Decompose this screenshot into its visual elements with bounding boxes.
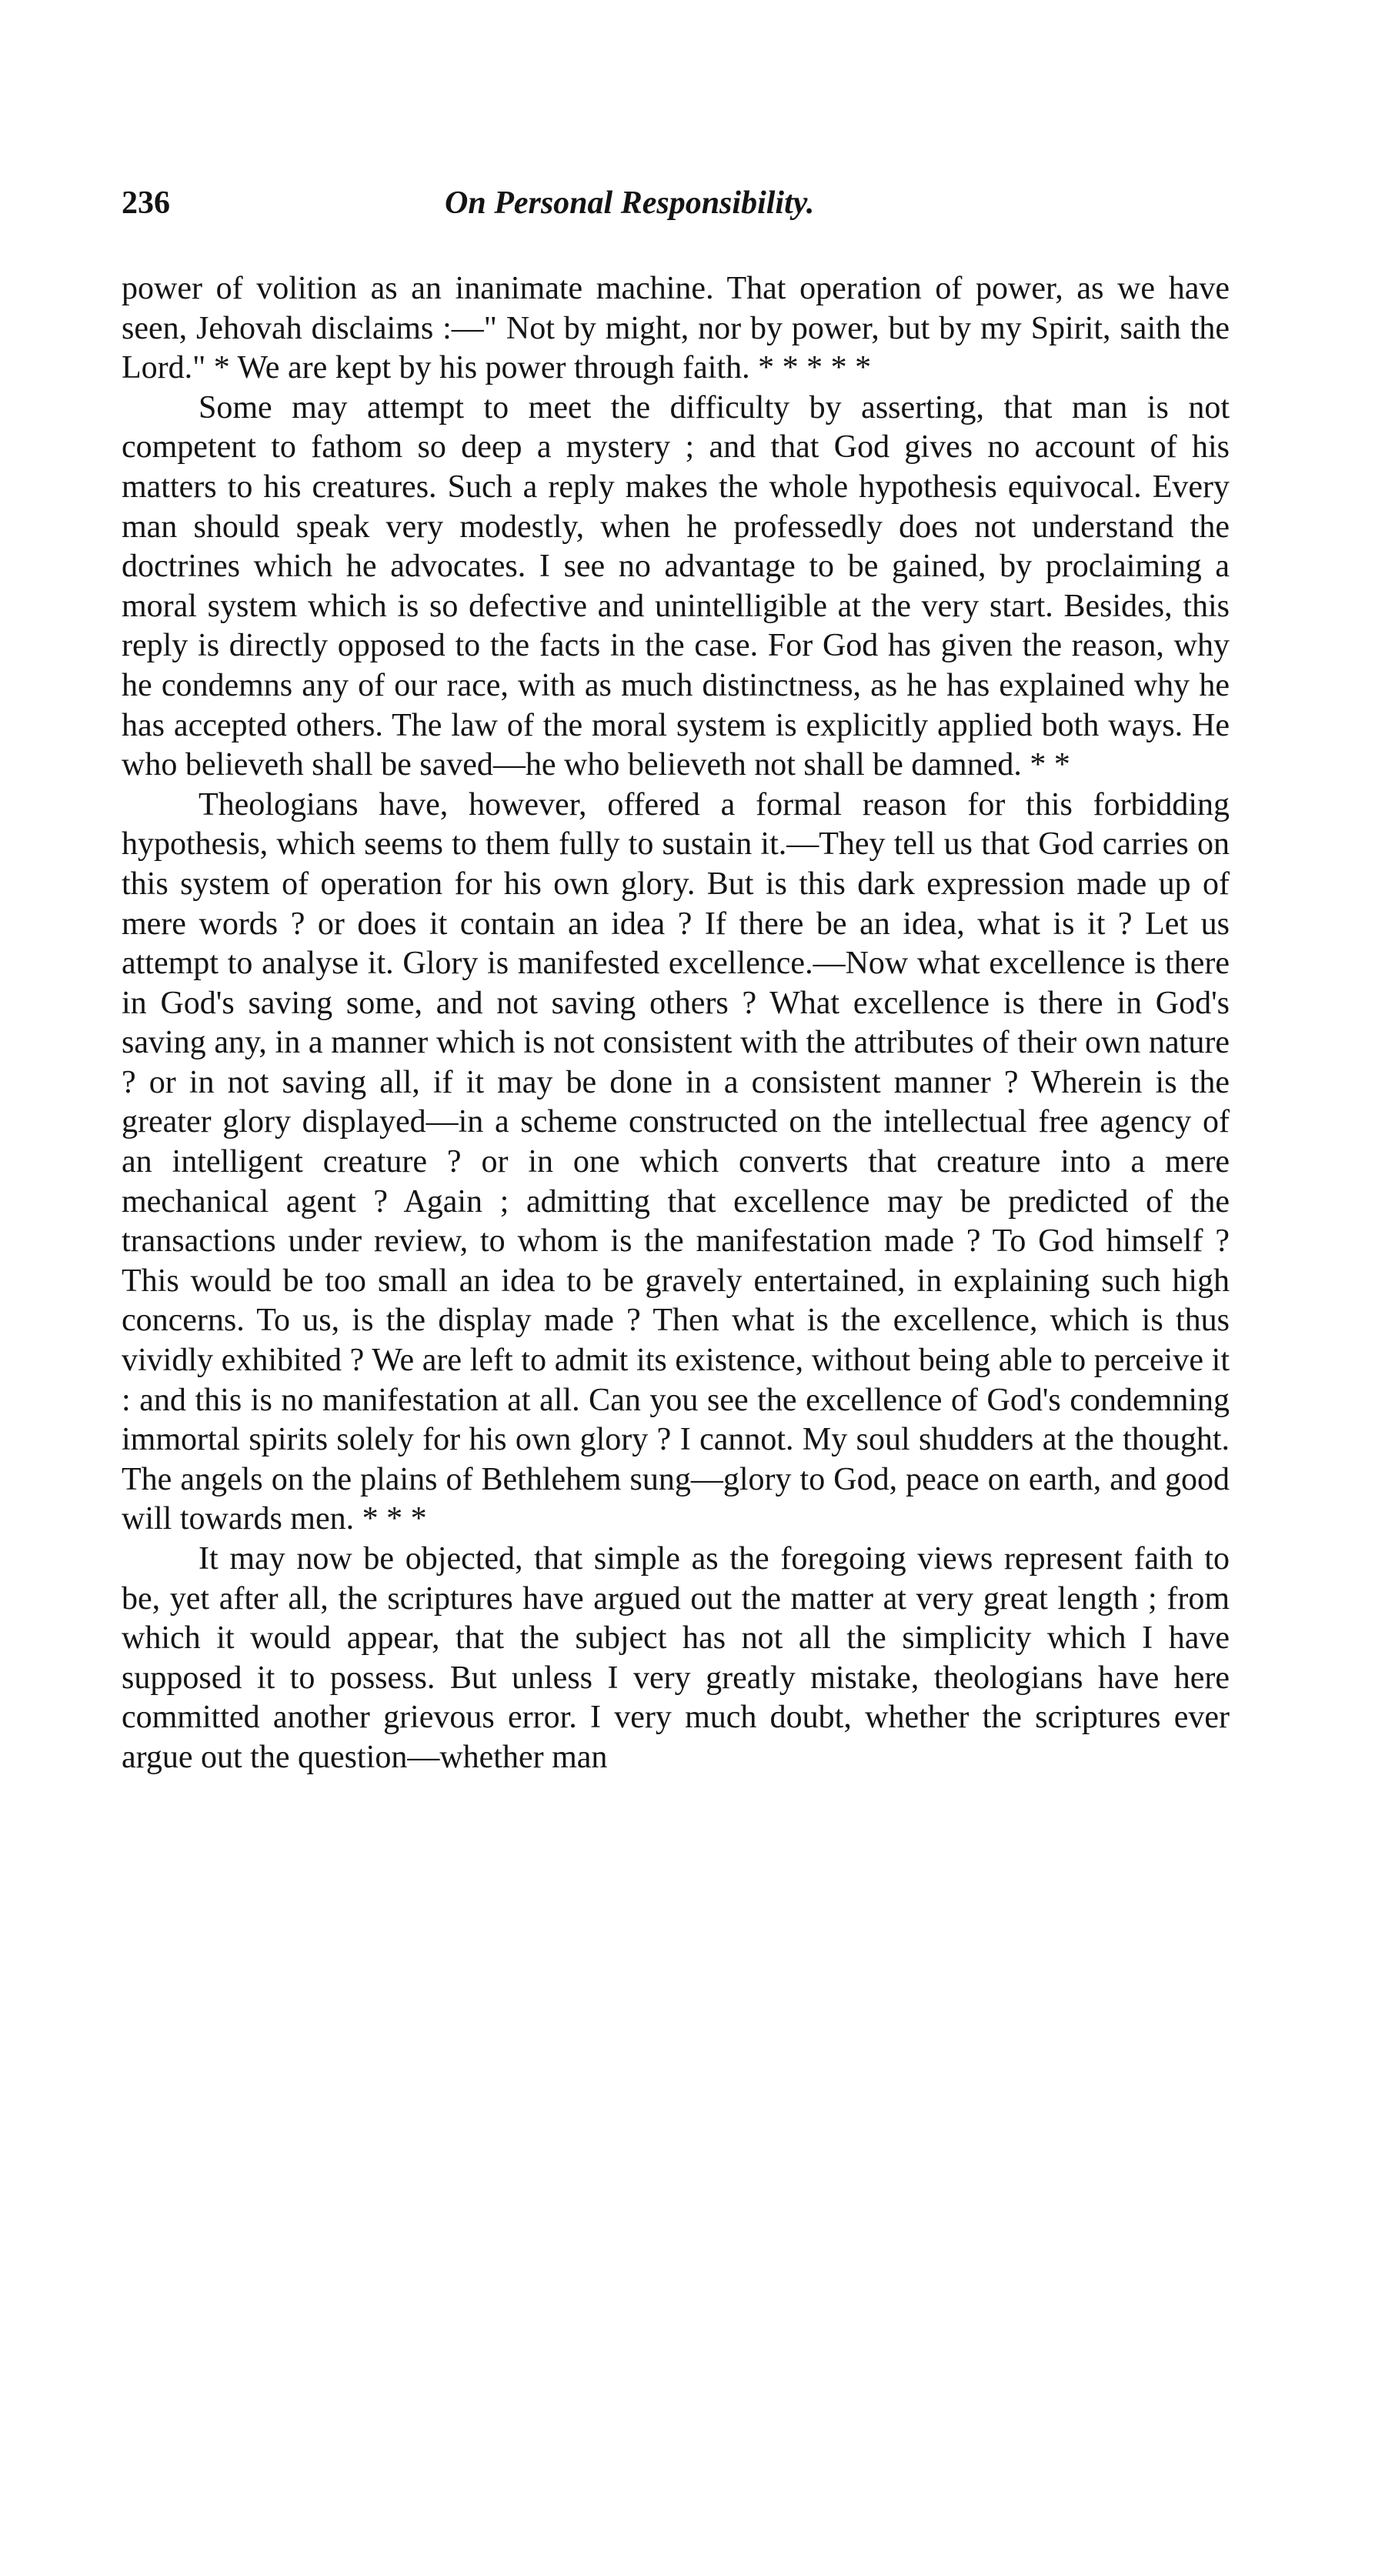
page-number: 236 — [122, 185, 170, 221]
book-page — [122, 185, 1230, 1778]
page-header — [122, 185, 1230, 239]
running-title: On Personal Responsibility. — [445, 185, 815, 221]
page-body — [122, 269, 1230, 1778]
paragraph-2: Some may attempt to meet the difficulty by asserting, that man is not competent to fathom so deep a mystery ; and that God gives no account of his matters to his creatures. Such a reply makes the whole hypothesis equivocal. Every man should speak very modestly, when he professedly does not understand the doctrines which he advocates. I see no advantage to be gained, by proclaiming a moral system which is so defective and unintelligible at the very start. Besides, this reply is directly opposed to the facts in the case. For God has given the reason, why he condemns any of our race, with as much distinctness, as he has explained why he has accepted others. The law of the moral system is explicitly applied both ways. He who believeth shall be saved—he who believeth not shall be damned. * * — [122, 389, 1230, 783]
paragraph-4: It may now be objected, that simple as the foregoing views represent faith to be, yet after all, the scriptures have argued out the matter at very great length ; from which it would appear, that the subject has not all the simplicity which I have supposed it to possess. But unless I very greatly mistake, theologians have here committed another grievous error. I very much doubt, whether the scriptures ever argue out the question—whether man — [122, 1541, 1230, 1775]
paragraph-3: Theologians have, however, offered a formal reason for this forbidding hypothesis, which seems to them fully to sustain it.—They tell us that God carries on this system of operation for his own glory. But is this dark expression made up of mere words ? or does it contain an idea ? If there be an idea, what is it ? Let us attempt to analyse it. Glory is manifested excellence.—Now what excellence is there in God's saving some, and not saving others ? What excellence is there in God's saving any, in a manner which is not consistent with the attributes of their own nature ? or in not saving all, if it may be done in a consistent manner ? Wherein is the greater glory displayed—in a scheme constructed on the intellectual free agency of an intelligent creature ? or in one which converts that creature into a mere mechanical agent ? Again ; admitting that excellence may be predicted of the transactions under review, to whom is the manifestation made ? To God himself ? This would be too small an idea to be gravely entertained, in explaining such high concerns. To us, is the display made ? Then what is the excellence, which is thus vividly exhibited ? We are left to admit its existence, without being able to perceive it : and this is no manifestation at all. Can you see the excellence of God's condemning immortal spirits solely for his own glory ? I cannot. My soul shudders at the thought. The angels on the plains of Bethlehem sung—glory to God, peace on earth, and good will towards men. * * * — [122, 786, 1230, 1537]
paragraph-1: power of volition as an inanimate machine. That operation of power, as we have seen, Jehovah disclaims :—" Not by might, nor by power, but by my Spirit, saith the Lord." * We are kept by his power through faith. * * * * * — [122, 271, 1230, 386]
